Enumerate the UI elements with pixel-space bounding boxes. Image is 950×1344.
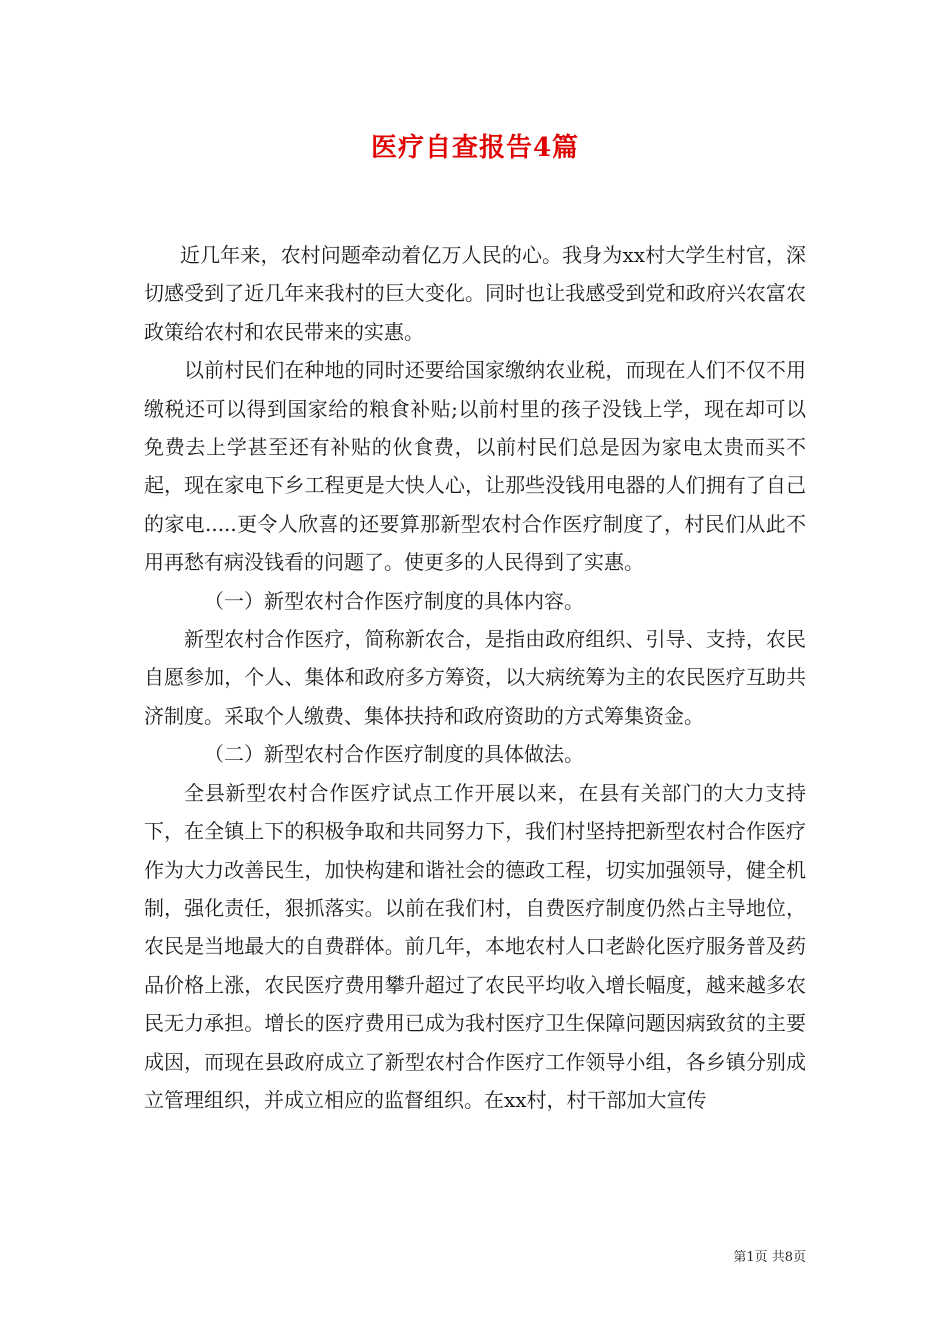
section-heading-content: （一）新型农村合作医疗制度的具体内容。 bbox=[204, 588, 584, 613]
document-title: 医疗自查报告4篇 bbox=[370, 133, 580, 163]
paragraph-intro: 近几年来，农村问题牵动着亿万人民的心。我身为xx村大学生村官，深切感受到了近几年来我村的巨大变化。同时也让我感受到党和政府兴农富农政策给农村和农民带来的实惠。 bbox=[144, 243, 806, 344]
paragraph-practice: 全县新型农村合作医疗试点工作开展以来，在县有关部门的大力支持下，在全镇上下的积极争取和共同努力下，我们村坚持把新型农村合作医疗作为大力改善民生，加快构建和谐社会的德政工程，切实加强领导，健全机制，强化责任，狠抓落实。以前在我们村，自费医疗制度仍然占主导地位，农民是当地最大的自费群体。前几年，本地农村人口老龄化医疗服务普及药品价格上涨，农民医疗费用攀升超过了农民平均收入增长幅度，越来越多农民无力承担。增长的医疗费用已成为我村医疗卫生保障问题因病致贫的主要成因，而现在县政府成立了新型农村合作医疗工作领导小组，各乡镇分别成立管理组织，并成立相应的监督组织。在xx村，村干部加大宣传 bbox=[144, 780, 806, 1112]
paragraph-definition: 新型农村合作医疗，简称新农合，是指由政府组织、引导、支持，农民自愿参加，个人、集体和政府多方筹资，以大病统筹为主的农民医疗互助共济制度。采取个人缴费、集体扶持和政府资助的方式筹集资金。 bbox=[144, 627, 806, 728]
paragraph-changes: 以前村民们在种地的同时还要给国家缴纳农业税，而现在人们不仅不用缴税还可以得到国家给的粮食补贴;以前村里的孩子没钱上学，现在却可以免费去上学甚至还有补贴的伙食费，以前村民们总是因为家电太贵而买不起，现在家电下乡工程更是大快人心，让那些没钱用电器的人们拥有了自己的家电.....更令人欣喜的还要算那新型农村合作医疗制度了，村民们从此不用再愁有病没钱看的问题了。使更多的人民得到了实惠。 bbox=[144, 358, 806, 575]
page-number: 第1页 共8页 bbox=[733, 1250, 806, 1265]
document-body bbox=[144, 236, 806, 1119]
section-heading-practice: （二）新型农村合作医疗制度的具体做法。 bbox=[204, 742, 584, 767]
